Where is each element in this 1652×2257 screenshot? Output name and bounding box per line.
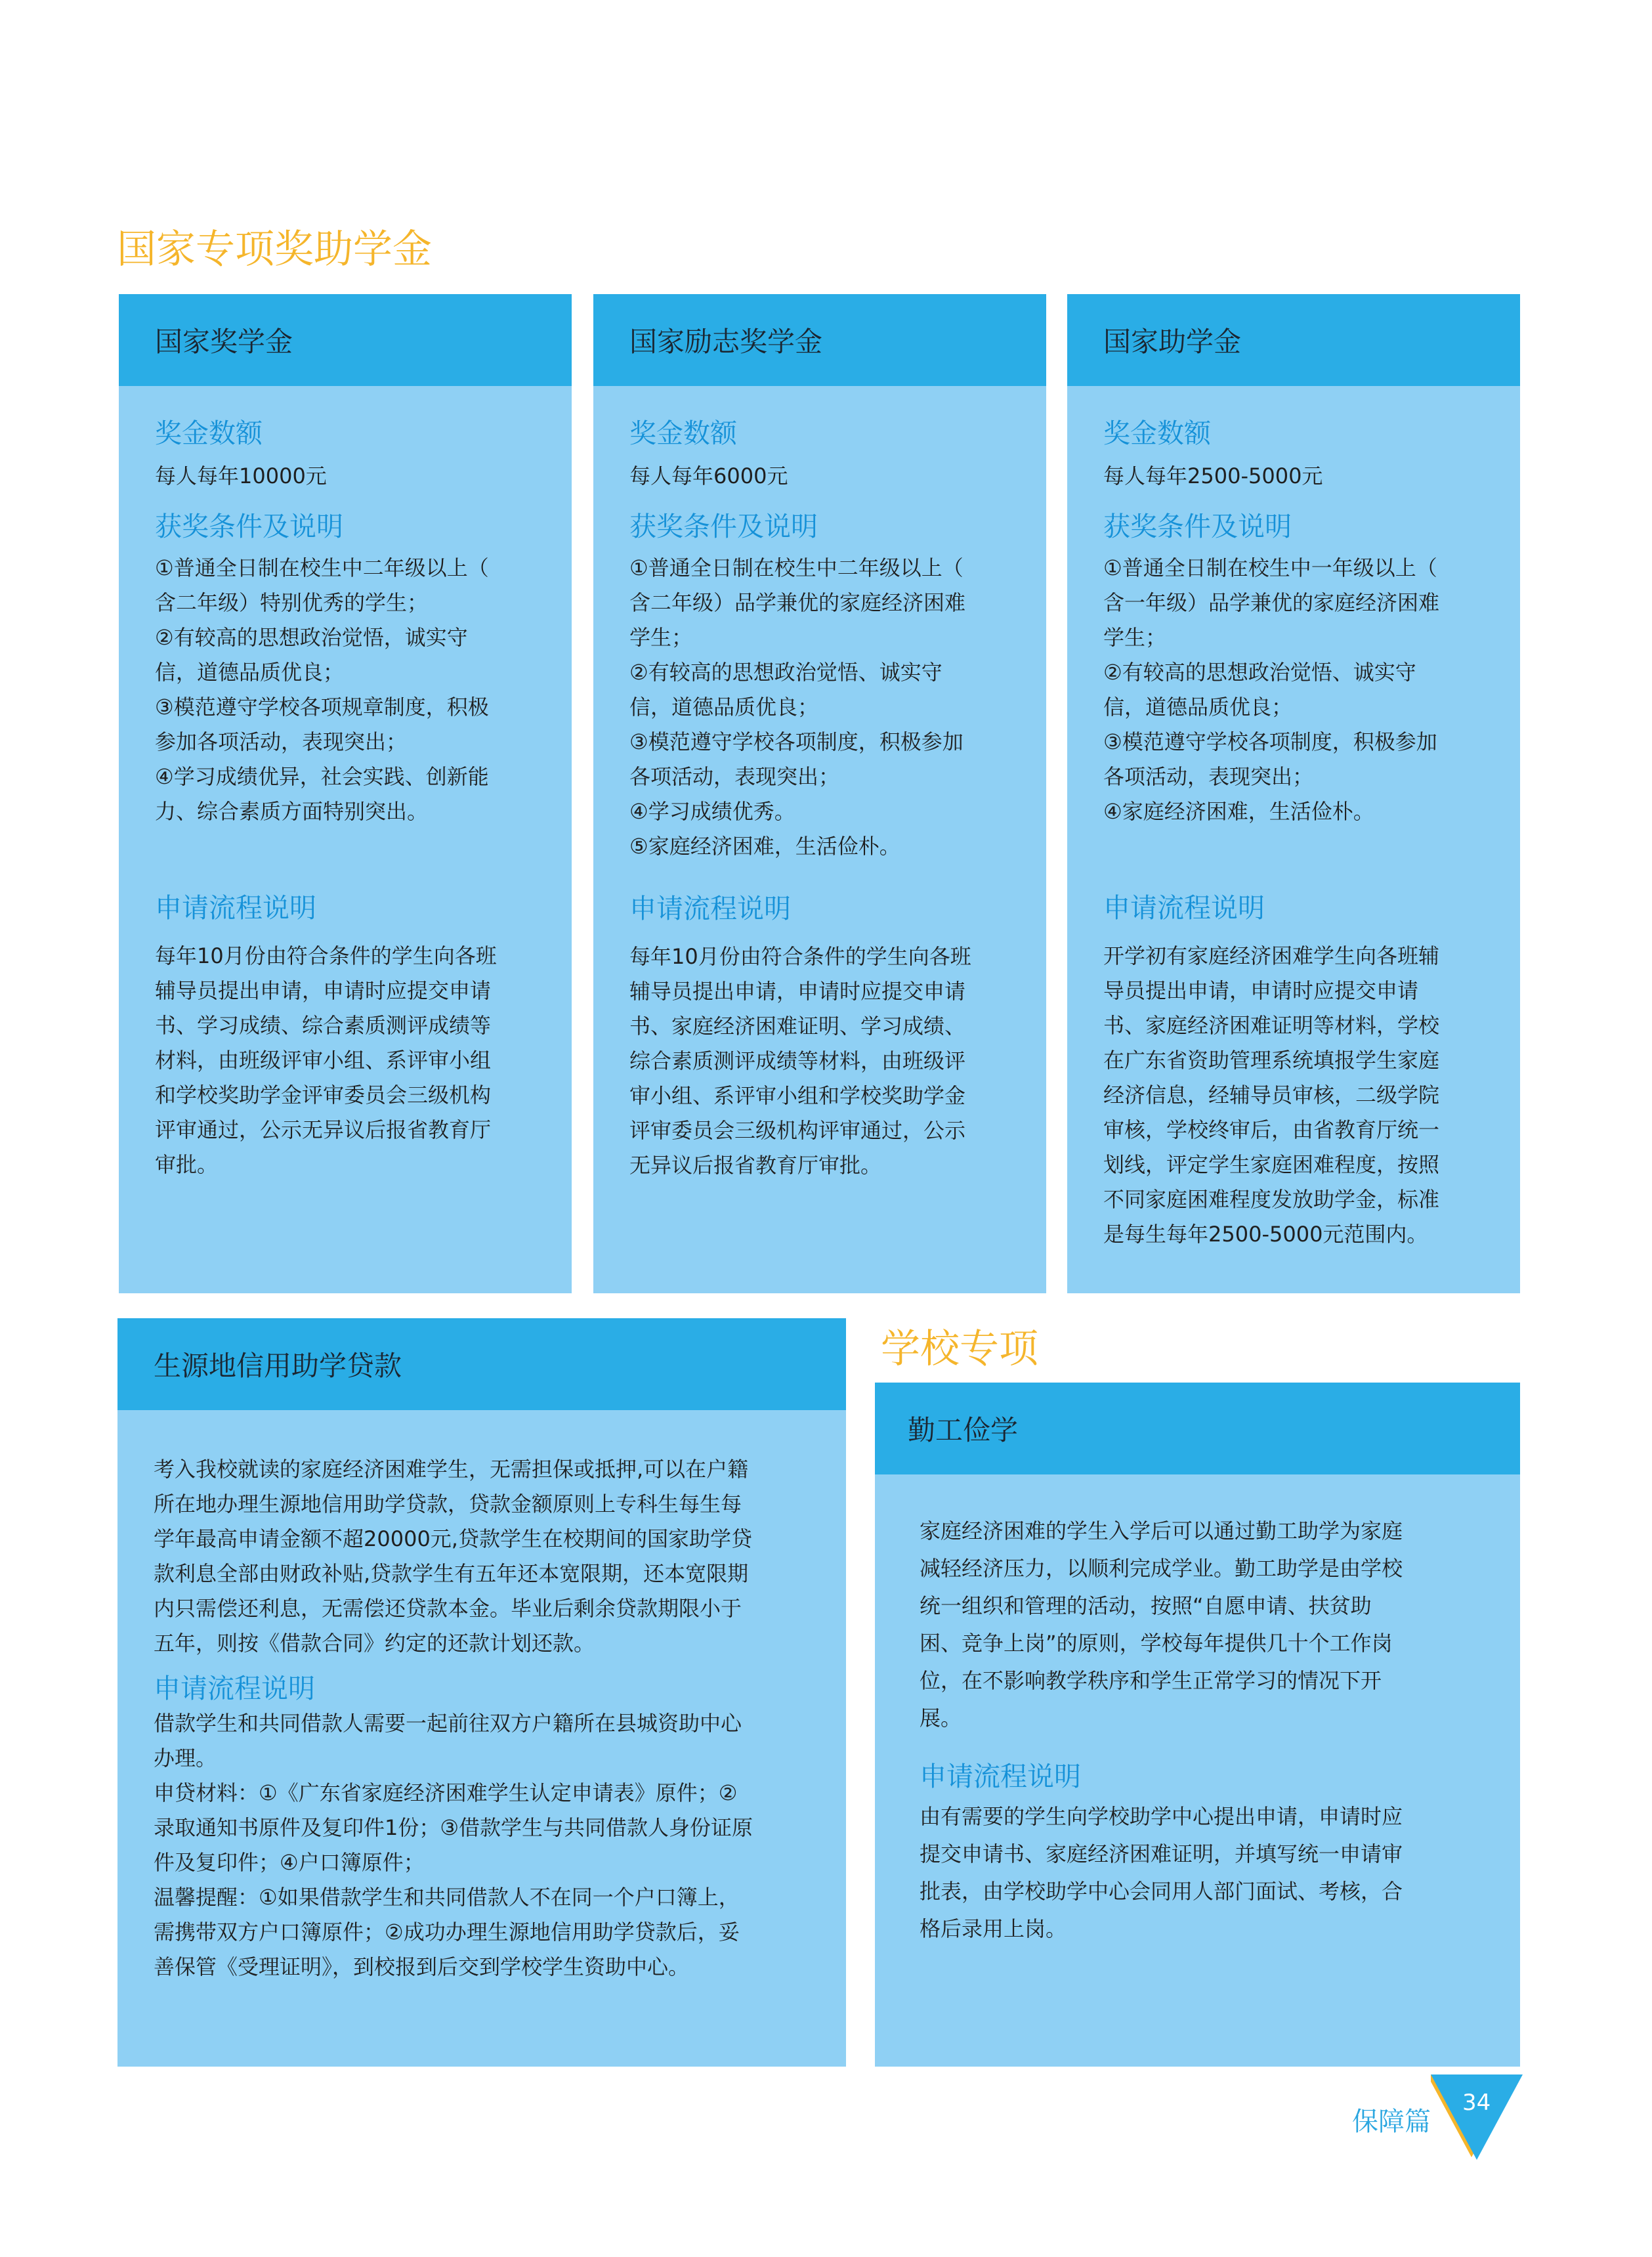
list-item: 划线，评定学生家庭困难程度，按照	[1103, 1152, 1440, 1177]
list-item: ②有较高的思想政治觉悟，诚实守	[155, 625, 468, 650]
conditions-heading: 获奖条件及说明	[155, 511, 343, 542]
list-item: 无异议后报省教育厅审批。	[629, 1153, 882, 1178]
process-heading: 申请流程说明	[155, 892, 316, 924]
conditions-list	[155, 551, 539, 829]
conditions-list	[1103, 551, 1487, 829]
card-student-loan	[117, 1318, 846, 2067]
list-item: 信，道德品质优良；	[1103, 695, 1293, 720]
list-item: ②有较高的思想政治觉悟、诚实守	[629, 660, 942, 685]
list-item: 是每生每年2500-5000元范围内。	[1103, 1222, 1428, 1247]
card-national-grant	[1067, 294, 1520, 1293]
list-item: ①普通全日制在校生中二年级以上（	[629, 555, 964, 580]
card-national-scholarship	[119, 294, 572, 1293]
card-title: 国家励志奖学金	[593, 294, 1046, 386]
list-item: 在广东省资助管理系统填报学生家庭	[1103, 1048, 1440, 1073]
card-encouragement-scholarship	[593, 294, 1046, 1293]
list-item: ②有较高的思想政治觉悟、诚实守	[1103, 660, 1416, 685]
list-item: 减轻经济压力，以顺利完成学业。勤工助学是由学校	[920, 1556, 1403, 1581]
list-item: 参加各项活动，表现突出；	[155, 729, 408, 754]
list-item: 辅导员提出申请，申请时应提交申请	[155, 978, 492, 1003]
list-item: 材料，由班级评审小组、系评审小组	[155, 1048, 492, 1073]
list-item: ④家庭经济困难，生活俭朴。	[1103, 799, 1374, 824]
list-item: 评审委员会三级机构评审通过，公示	[629, 1118, 966, 1143]
list-item: 借款学生和共同借款人需要一起前往双方户籍所在县城资助中心	[154, 1711, 742, 1736]
list-item: 批表，由学校助学中心会同用人部门面试、考核，合	[920, 1879, 1403, 1904]
list-item: ③模范遵守学校各项规章制度，积极	[155, 695, 489, 720]
list-item: 经济信息，经辅导员审核，二级学院	[1103, 1083, 1440, 1107]
process-list	[155, 939, 539, 1182]
list-item: 内只需偿还利息，无需偿还贷款本金。毕业后剩余贷款期限小于	[154, 1596, 742, 1621]
list-item: 需携带双方户口簿原件；②成功办理生源地信用助学贷款后，妥	[154, 1920, 740, 1945]
process-list	[920, 1798, 1487, 1948]
list-item: 件及复印件；④户口簿原件；	[154, 1850, 425, 1875]
process-heading: 申请流程说明	[920, 1761, 1081, 1792]
work-intro	[920, 1513, 1487, 1737]
card-title: 国家助学金	[1067, 294, 1520, 386]
list-item: 录取通知书原件及复印件1份；③借款学生与共同借款人身份证原	[154, 1815, 753, 1840]
list-item: 善保管《受理证明》，到校报到后交到学校学生资助中心。	[154, 1954, 690, 1979]
amount-text: 每人每年10000元	[155, 463, 327, 488]
list-item: 款利息全部由财政补贴,贷款学生有五年还本宽限期，还本宽限期	[154, 1561, 749, 1586]
list-item: 统一组织和管理的活动，按照“自愿申请、扶贫助	[920, 1593, 1372, 1618]
list-item: ⑤家庭经济困难，生活俭朴。	[629, 834, 900, 859]
list-item: 位，在不影响教学秩序和学生正常学习的情况下开	[920, 1668, 1382, 1693]
list-item: 书、家庭经济困难证明、学习成绩、	[629, 1014, 966, 1039]
list-item: 每年10月份由符合条件的学生向各班	[629, 944, 971, 969]
amount-heading: 奖金数额	[629, 418, 737, 449]
list-item: 五年，则按《借款合同》约定的还款计划还款。	[154, 1631, 595, 1656]
list-item: 提交申请书、家庭经济困难证明，并填写统一申请审	[920, 1841, 1403, 1866]
amount-heading: 奖金数额	[1103, 418, 1211, 449]
list-item: 温馨提醒：①如果借款学生和共同借款人不在同一个户口簿上，	[154, 1885, 740, 1910]
section-title-school: 学校专项	[881, 1326, 1038, 1372]
conditions-list	[629, 551, 1013, 864]
card-work-study	[875, 1383, 1520, 2067]
amount-text: 每人每年6000元	[629, 463, 788, 488]
page-badge	[1431, 2074, 1523, 2160]
list-item: ①普通全日制在校生中二年级以上（	[155, 555, 489, 580]
chapter-label: 保障篇	[1352, 2107, 1431, 2137]
process-list	[629, 939, 1013, 1183]
conditions-heading: 获奖条件及说明	[1103, 511, 1292, 542]
list-item: ④学习成绩优秀。	[629, 799, 795, 824]
list-item: 学年最高申请金额不超20000元,贷款学生在校期间的国家助学贷	[154, 1526, 752, 1551]
section-title-national: 国家专项奖助学金	[117, 226, 432, 272]
list-item: 评审通过，公示无异议后报省教育厅	[155, 1117, 492, 1142]
list-item: 含一年级）品学兼优的家庭经济困难	[1103, 590, 1440, 615]
list-item: 展。	[920, 1706, 962, 1730]
process-list	[1103, 939, 1487, 1252]
list-item: 力、综合素质方面特别突出。	[155, 799, 429, 824]
amount-heading: 奖金数额	[155, 418, 263, 449]
card-title: 勤工俭学	[875, 1383, 1520, 1474]
list-item: 书、学习成绩、综合素质测评成绩等	[155, 1013, 492, 1038]
list-item: 信，道德品质优良；	[155, 660, 345, 685]
list-item: 由有需要的学生向学校助学中心提出申请，申请时应	[920, 1804, 1403, 1829]
list-item: 所在地办理生源地信用助学贷款，贷款金额原则上专科生每生每	[154, 1492, 742, 1516]
list-item: 信，道德品质优良；	[629, 695, 819, 720]
list-item: 格后录用上岗。	[920, 1916, 1067, 1941]
list-item: 含二年级）品学兼优的家庭经济困难	[629, 590, 966, 615]
list-item: 每年10月份由符合条件的学生向各班	[155, 943, 497, 968]
conditions-heading: 获奖条件及说明	[629, 511, 818, 542]
list-item: 审小组、系评审小组和学校奖助学金	[629, 1083, 966, 1108]
list-item: 书、家庭经济困难证明等材料，学校	[1103, 1013, 1440, 1038]
list-item: 审批。	[155, 1152, 219, 1177]
process-heading: 申请流程说明	[154, 1673, 315, 1704]
list-item: 和学校奖助学金评审委员会三级机构	[155, 1083, 492, 1107]
list-item: 办理。	[154, 1746, 217, 1771]
list-item: 学生；	[629, 625, 693, 650]
process-heading: 申请流程说明	[629, 893, 791, 924]
amount-text: 每人每年2500-5000元	[1103, 463, 1323, 488]
card-title: 国家奖学金	[119, 294, 572, 386]
process-heading: 申请流程说明	[1103, 892, 1265, 924]
list-item: 申贷材料：①《广东省家庭经济困难学生认定申请表》原件；②	[154, 1780, 738, 1805]
list-item: 考入我校就读的家庭经济困难学生，无需担保或抵押,可以在户籍	[154, 1457, 749, 1482]
list-item: 综合素质测评成绩等材料，由班级评	[629, 1048, 966, 1073]
page-number: 34	[1462, 2090, 1491, 2116]
list-item: 审核，学校终审后，由省教育厅统一	[1103, 1117, 1440, 1142]
list-item: ③模范遵守学校各项制度，积极参加	[629, 729, 964, 754]
list-item: 含二年级）特别优秀的学生；	[155, 590, 429, 615]
list-item: ④学习成绩优异，社会实践、创新能	[155, 764, 489, 789]
list-item: ③模范遵守学校各项制度，积极参加	[1103, 729, 1437, 754]
list-item: 各项活动，表现突出；	[1103, 764, 1314, 789]
list-item: 导员提出申请，申请时应提交申请	[1103, 978, 1419, 1003]
list-item: 各项活动，表现突出；	[629, 764, 840, 789]
list-item: 困、竞争上岗”的原则，学校每年提供几十个工作岗	[920, 1631, 1393, 1656]
list-item: ①普通全日制在校生中一年级以上（	[1103, 555, 1437, 580]
list-item: 不同家庭困难程度发放助学金，标准	[1103, 1187, 1440, 1212]
loan-intro	[154, 1452, 813, 1661]
process-list	[154, 1706, 813, 1985]
card-title: 生源地信用助学贷款	[117, 1318, 846, 1410]
list-item: 家庭经济困难的学生入学后可以通过勤工助学为家庭	[920, 1518, 1403, 1543]
list-item: 学生；	[1103, 625, 1167, 650]
list-item: 开学初有家庭经济困难学生向各班辅	[1103, 943, 1440, 968]
list-item: 辅导员提出申请，申请时应提交申请	[629, 979, 966, 1004]
